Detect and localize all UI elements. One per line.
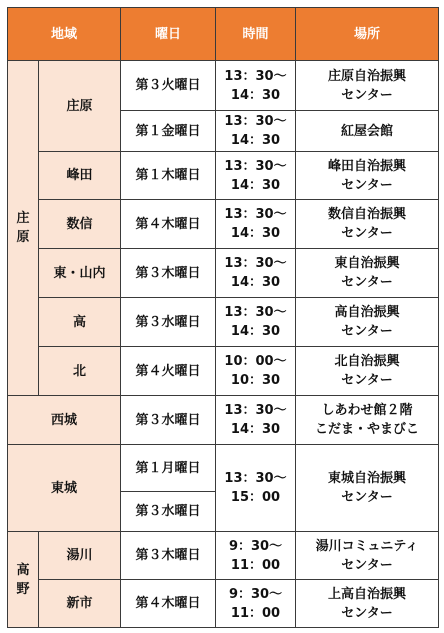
area-cell: 高 [39, 298, 121, 347]
table-row [8, 249, 439, 298]
weekday-cell: 第４木曜日 [121, 580, 216, 628]
table-row [8, 200, 439, 249]
header-weekday: 曜日 [121, 8, 216, 61]
group-takano: 高 野 [8, 532, 39, 628]
table-row [8, 61, 439, 111]
time-cell: 13：30～ 14：30 [216, 298, 296, 347]
area-cell: 数信 [39, 200, 121, 249]
place-cell: 紅屋会館 [296, 111, 439, 152]
header-area: 地域 [8, 8, 121, 61]
weekday-cell: 第３火曜日 [121, 61, 216, 111]
time-cell: 13：30～ 14：30 [216, 200, 296, 249]
weekday-cell: 第１月曜日 [121, 445, 216, 492]
weekday-cell: 第３水曜日 [121, 298, 216, 347]
table-row [8, 347, 439, 396]
time-cell: 13：30～ 14：30 [216, 396, 296, 445]
time-cell: 10：00～ 10：30 [216, 347, 296, 396]
time-cell: 13：30～ 14：30 [216, 152, 296, 200]
table-row [8, 152, 439, 200]
time-cell: 13：30～ 14：30 [216, 111, 296, 152]
weekday-cell: 第１金曜日 [121, 111, 216, 152]
place-cell: 湯川コミュニティ センター [296, 532, 439, 580]
area-cell: 新市 [39, 580, 121, 628]
time-cell: 9：30～ 11：00 [216, 532, 296, 580]
weekday-cell: 第４木曜日 [121, 200, 216, 249]
table-row [8, 396, 439, 445]
area-cell: 庄原 [39, 61, 121, 152]
place-cell: 上高自治振興 センター [296, 580, 439, 628]
header-time: 時間 [216, 8, 296, 61]
schedule-table [7, 7, 439, 628]
place-cell: 東城自治振興 センター [296, 445, 439, 532]
weekday-cell: 第３水曜日 [121, 492, 216, 532]
table-row [8, 445, 439, 492]
weekday-cell: 第３木曜日 [121, 249, 216, 298]
table-row [8, 580, 439, 628]
header-row [8, 8, 439, 61]
area-cell: 西城 [8, 396, 121, 445]
time-cell: 13：30～ 15：00 [216, 445, 296, 532]
weekday-cell: 第３木曜日 [121, 532, 216, 580]
table-row [8, 532, 439, 580]
time-cell: 13：30～ 14：30 [216, 61, 296, 111]
time-cell: 13：30～ 14：30 [216, 249, 296, 298]
area-cell: 湯川 [39, 532, 121, 580]
header-place: 場所 [296, 8, 439, 61]
table-row [8, 298, 439, 347]
area-cell: 峰田 [39, 152, 121, 200]
place-cell: 高自治振興 センター [296, 298, 439, 347]
group-shobara: 庄 原 [8, 61, 39, 396]
place-cell: 東自治振興 センター [296, 249, 439, 298]
time-cell: 9：30～ 11：00 [216, 580, 296, 628]
place-cell: 北自治振興 センター [296, 347, 439, 396]
area-cell: 東城 [8, 445, 121, 532]
place-cell: 峰田自治振興 センター [296, 152, 439, 200]
place-cell: 庄原自治振興 センター [296, 61, 439, 111]
weekday-cell: 第１木曜日 [121, 152, 216, 200]
weekday-cell: 第３水曜日 [121, 396, 216, 445]
area-cell: 北 [39, 347, 121, 396]
place-cell: 数信自治振興 センター [296, 200, 439, 249]
weekday-cell: 第４火曜日 [121, 347, 216, 396]
area-cell: 東・山内 [39, 249, 121, 298]
place-cell: しあわせ館２階 こだま・やまびこ [296, 396, 439, 445]
